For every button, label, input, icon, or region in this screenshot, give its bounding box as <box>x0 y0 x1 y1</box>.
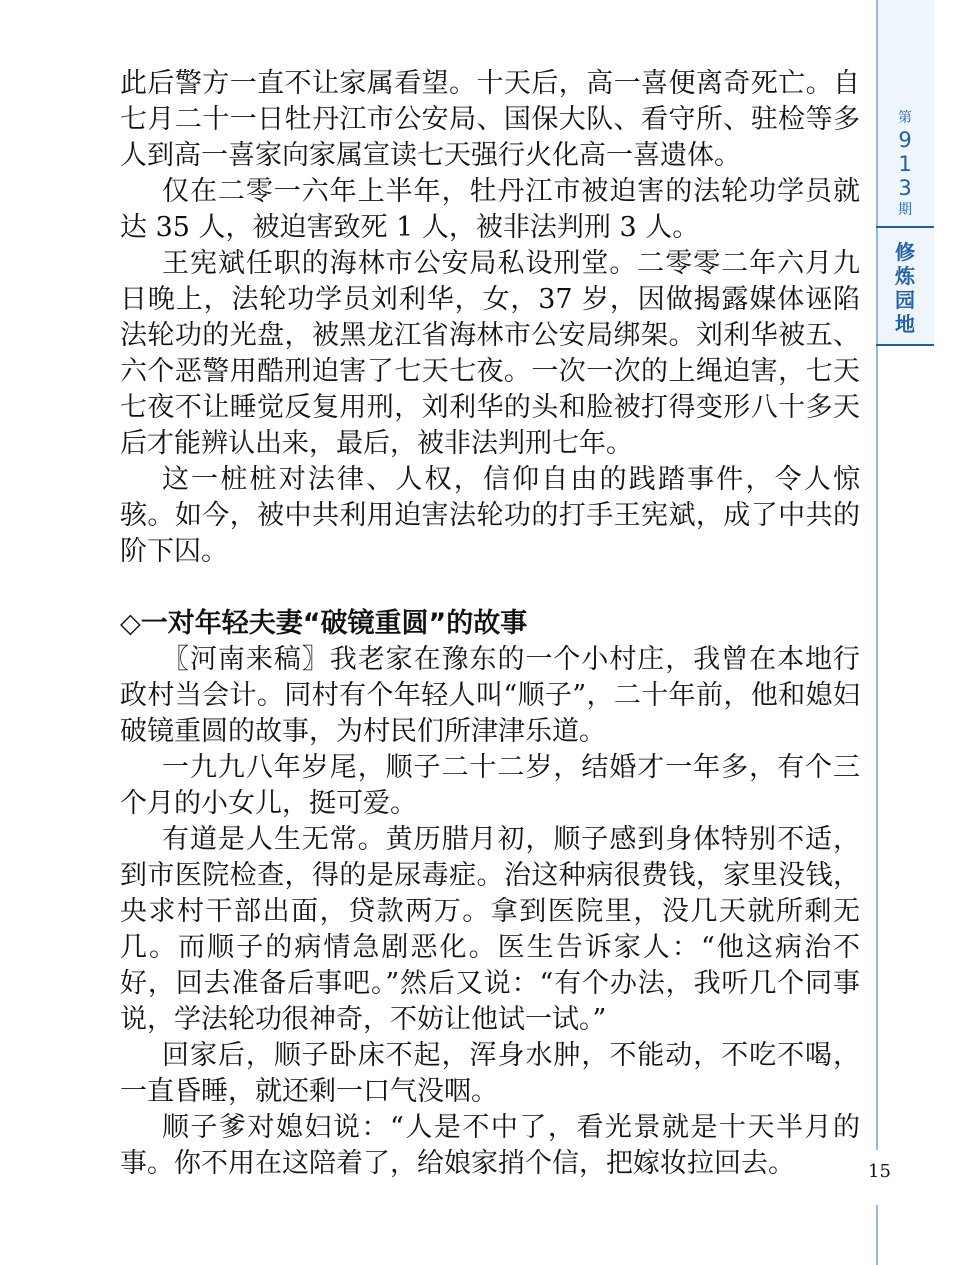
issue-digit: 1 <box>898 152 912 176</box>
column-title-char: 修 <box>895 240 915 264</box>
paragraph: 这一桩桩对法律、人权，信仰自由的践踏事件，令人惊骇。如今，被中共利用迫害法轮功的打手王宪斌，成了中共的阶下囚。 <box>120 464 860 567</box>
issue-suffix: 期 <box>898 202 912 218</box>
article-body <box>120 66 860 1182</box>
page-number: 15 <box>868 1161 891 1182</box>
paragraph: 〖河南来稿〗我老家在豫东的一个小村庄，我曾在本地行政村当会计。同村有个年轻人叫“顺子”，二十年前，他和媳妇破镜重圆的故事，为村民们所津津乐道。 <box>120 644 860 747</box>
column-title-char: 地 <box>895 312 915 336</box>
column-title-char: 炼 <box>895 264 915 288</box>
issue-digit: 3 <box>898 176 912 200</box>
article-title: ◇一对年轻夫妻“破镜重圆”的故事 <box>120 608 528 639</box>
section-gap <box>120 570 860 606</box>
paragraph: 一九九八年岁尾，顺子二十二岁，结婚才一年多，有个三个月的小女儿，挺可爱。 <box>120 752 860 819</box>
column-title-char: 园 <box>895 288 915 312</box>
paragraph: 回家后，顺子卧床不起，浑身水肿，不能动，不吃不喝，一直昏睡，就还剩一口气没咽。 <box>120 1040 860 1107</box>
sidebar-border-bottom <box>876 1205 878 1265</box>
issue-number <box>876 108 934 220</box>
column-title <box>876 240 934 336</box>
paragraph: 仅在二零一六年上半年，牡丹江市被迫害的法轮功学员就达 35 人，被迫害致死 1 人，被非法判刑 3 人。 <box>120 176 860 243</box>
sidebar-divider <box>876 344 934 346</box>
issue-prefix: 第 <box>898 110 912 126</box>
paragraph: 此后警方一直不让家属看望。十天后，高一喜便离奇死亡。自七月二十一日牡丹江市公安局、国保大队、看守所、驻检等多人到高一喜家向家属宣读七天强行火化高一喜遗体。 <box>120 68 860 171</box>
paragraph: 顺子爹对媳妇说：“人是不中了，看光景就是十天半月的事。你不用在这陪着了，给娘家捎个信，把嫁妆拉回去。 <box>120 1112 860 1179</box>
paragraph: 有道是人生无常。黄历腊月初，顺子感到身体特别不适，到市医院检查，得的是尿毒症。治这种病很费钱，家里没钱，央求村干部出面，贷款两万。拿到医院里，没几天就所剩无几。而顺子的病情急剧恶化。医生告诉家人：“他这病治不好，回去准备后事吧。”然后又说：“有个办法，我听几个同事说，学法轮功很神奇，不妨让他试一试。” <box>120 824 860 1035</box>
paragraph: 王宪斌任职的海林市公安局私设刑堂。二零零二年六月九日晚上，法轮功学员刘利华，女，37 岁，因做揭露媒体诬陷法轮功的光盘，被黑龙江省海林市公安局绑架。刘利华被五、六个恶警用酷刑迫害了七天七夜。一次一次的上绳迫害，七天七夜不让睡觉反复用刑，刘利华的头和脸被打得变形八十多天后才能辨认出来，最后，被非法判刑七年。 <box>120 248 860 459</box>
issue-digit: 9 <box>898 128 912 152</box>
sidebar-divider <box>876 226 934 228</box>
